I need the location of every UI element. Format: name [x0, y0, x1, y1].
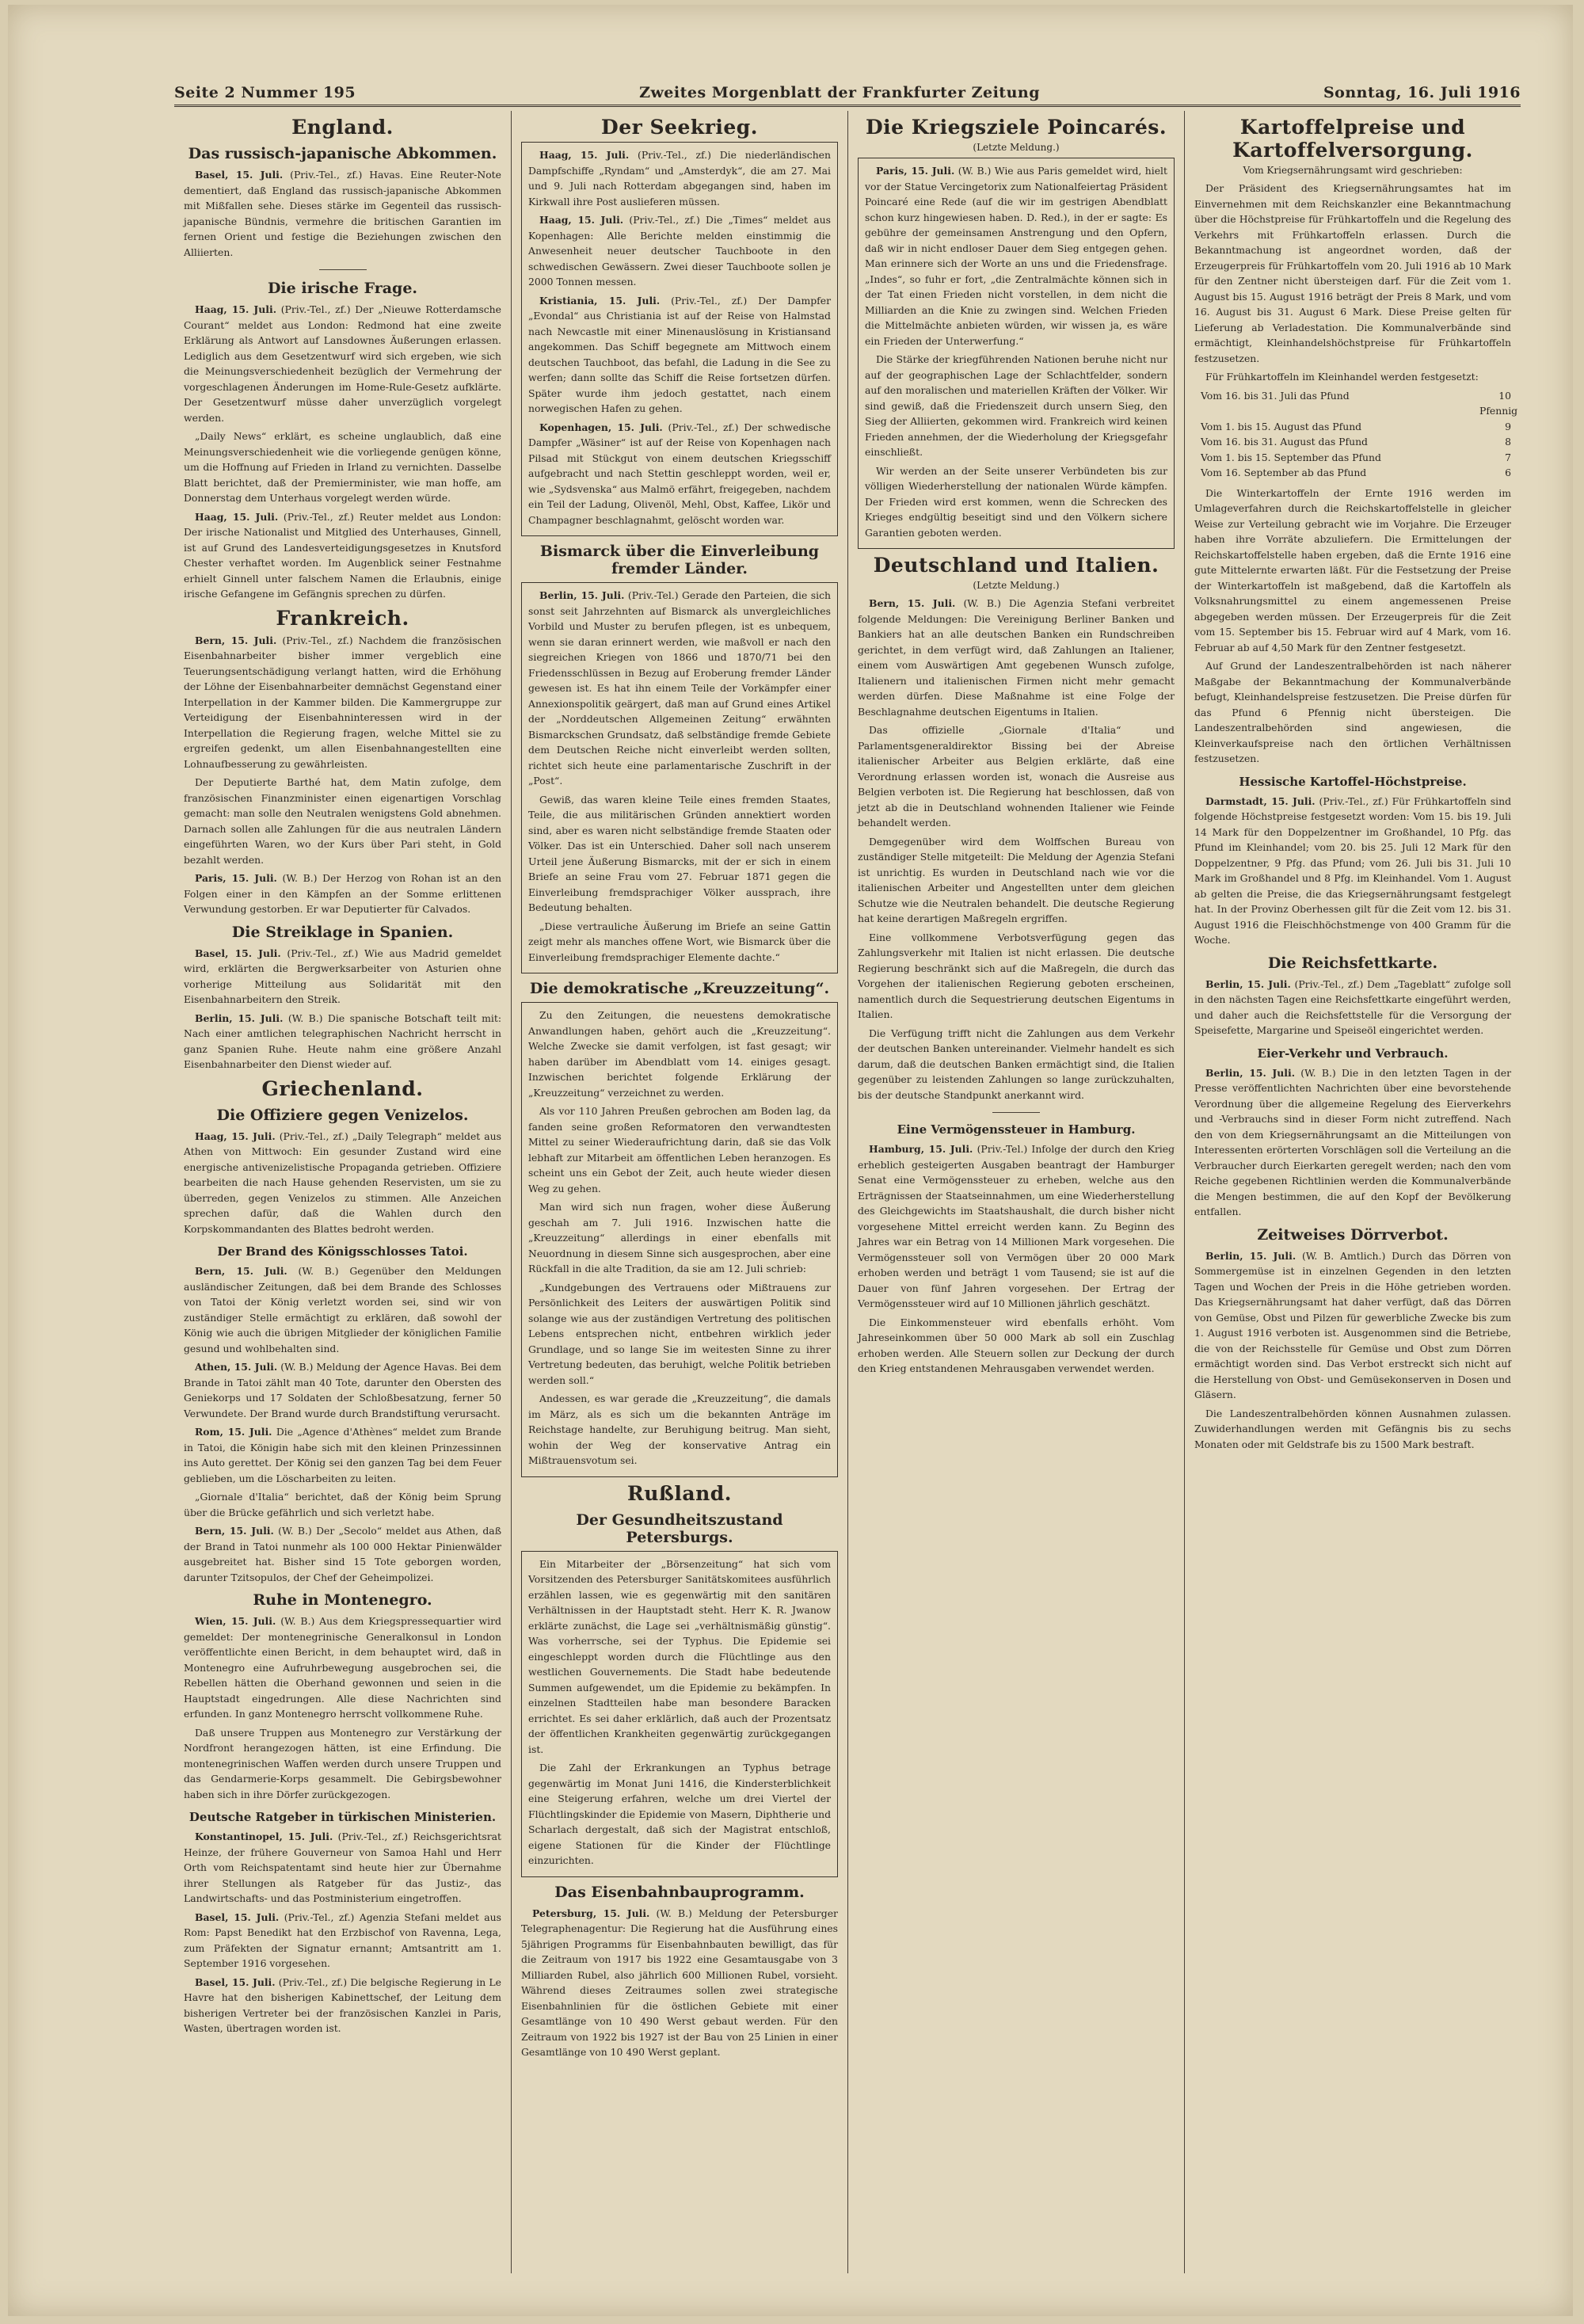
section-title-italien: Deutschland und Italien.	[873, 554, 1159, 577]
poincare-box	[858, 158, 1175, 549]
section-title-kartoffel: Kartoffelpreise und Kartoffelversorgung.	[1232, 116, 1473, 162]
article-paragraph: Basel, 15. Juli. (Priv.-Tel., zf.) Agenzia Stefani meldet aus Rom: Papst Benedikt hat den Erzbischof von Ravenna, Lega, zum Präfekten der Signatur ernannt; Amtsantritt am 1. September 1916 vorgesehen.	[184, 1911, 501, 1969]
bismarck-box	[521, 582, 838, 973]
article-title: Das russisch-japanische Abkommen.	[188, 145, 497, 162]
article-paragraph: Die Zahl der Erkrankungen an Typhus betrage gegenwärtig im Monat Juni 1416, die Kindersterblichkeit eine Steigerung erfahren, welche um drei Viertel der Flüchtlingskinder die Epidemie von Masern, Diphtherie und Scharlach dergestalt, daß sich der Magistrat entschloß, eigene Stationen für die Kinder der Flüchtlinge einzurichten.	[528, 1762, 831, 1866]
section-title-doerrverbot: Zeitweises Dörrverbot.	[1257, 1225, 1449, 1244]
article-paragraph: Bern, 15. Juli. (W. B.) Die Agenzia Stefani verbreitet folgende Meldungen: Die Vereinigung Berliner Banken und Bankiers hat an alle deutschen Banken ein Rundschreiben gerichtet, in dem verfügt wird, daß Zahlungen an Italiener, einem vom Auswärtigen Amt gegebenen Wunsch zufolge, Italienern und italienischen Firmen nicht mehr gemacht werden dürfen. Diese Maßnahme ist eine Folge der Beschlagnahme deutschen Eigentums in Italien.	[858, 597, 1175, 718]
section-title-bismarck: Bismarck über die Einverleibung fremder Länder.	[539, 543, 820, 577]
article-paragraph: Die Einkommensteuer wird ebenfalls erhöht. Vom Jahreseinkommen über 50 000 Mark ab soll ein Zuschlag erhoben werden. Alle Steuern sollen zur Deckung der durch den Krieg entstandenen Mehrausgaben verwendet werden.	[858, 1316, 1175, 1374]
article-paragraph: Ein Mitarbeiter der „Börsenzeitung“ hat sich vom Vorsitzenden des Petersburger Sanitätskomitees ausführlich erzählen lassen, wie es gegenwärtig mit den sanitären Verhältnissen in der Hauptstadt steht. Herr K. R. Jwanow erklärte zunächst, die Lage sei „verhältnismäßig günstig“. Was vorherrsche, sei der Typhus. Die Epidemie sei eingeschleppt worden durch die Flüchtlinge aus den westlichen Gouvernements. Die Stadt habe bedeutende Summen aufgewendet, um die Epidemie zu bekämpfen. In einzelnen Stadtteilen habe man besondere Baracken errichtet. Es sei daher erklärlich, daß auch der Prozentsatz der öffentlichen Krankheiten gegenwärtig zurückgegangen ist.	[528, 1557, 831, 1755]
article-paragraph: Demgegenüber wird dem Wolffschen Bureau von zuständiger Stelle mitgeteilt: Die Meldung der Agenzia Stefani ist unrichtig. Es wurden in Deutschland nach wie vor die italienischen Arbeiter und Angestellten unter dem gleichen Schutze wie die Neutralen behandelt. Die deutsche Regierung hat keine derartigen Maßregeln ergriffen.	[858, 835, 1175, 924]
article-paragraph: Kopenhagen, 15. Juli. (Priv.-Tel., zf.) Der schwedische Dampfer „Wäsiner“ ist auf der Reise von Kopenhagen nach Pilsad mit Stückgut von einem deutschen Kriegsschiff aufgebracht und nach Stettin geschleppt worden, weil er, wie „Sydsvenska“ aus Malmö erfährt, freigegeben, nachdem ein Teil der Ladung, Olivenöl, Mehl, Obst, Kaffee, Likör und Champagner beschlagnahmt, gelöscht worden war.	[528, 421, 831, 526]
article-paragraph: Paris, 15. Juli. (W. B.) Wie aus Paris gemeldet wird, hielt vor der Statue Vercingetorix zum Nationalfeiertag Präsident Poincaré eine Rede (auf die wir im gestrigen Abendblatt schon kurz hingewiesen haben. D. Red.), in der er sagte: Es gebühre der gemeinsamen Anstrengung und den Opfern, daß wir in nicht endloser Dauer dem Sieg entgegen gehen. Man erinnere sich der Worte an uns und die Friedensfrage. „Indes“, so fuhr er fort, „die Zentralmächte können sich in der Tat einen Frieden nicht vorstellen, in dem nicht die Milliarden an die Knie zu zwingen sind. Welchen Frieden die Mittelmächte anbieten würden, wir wissen ja, es wäre ein Frieden der Unterwerfung.“	[865, 165, 1167, 347]
article-paragraph: Haag, 15. Juli. (Priv.-Tel., zf.) Die „Times“ meldet aus Kopenhagen: Alle Berichte melden einstimmig die Anwesenheit neuer deutscher Tauchboote in den schwedischen Gewässern. Zwei dieser Tauchboote sollen je 2000 Tonnen messen.	[528, 214, 832, 288]
article-paragraph: Der Deputierte Barthé hat, dem Matin zufolge, dem französischen Finanzminister einen eigenartigen Vorschlag gemacht: man solle den Neutralen wenigstens Gold abnehmen. Darnach sollen alle Zahlungen für die aus neutralen Ländern eingeführten Waren, wo der Kurs über Pari steht, in Gold bezahlt werden.	[184, 776, 501, 866]
article-paragraph: „Giornale d'Italia“ berichtet, daß der König beim Sprung über die Brücke gefährlich und sich verletzt habe.	[184, 1491, 501, 1518]
article-paragraph: Rom, 15. Juli. Die „Agence d'Athènes“ meldet zum Brande in Tatoi, die Königin habe sich mit den kleinen Prinzessinnen ins Auto gerettet. Der König sei den ganzen Tag bei dem Feuer geblieben, um die Löscharbeiten zu leiten.	[184, 1426, 501, 1484]
article-paragraph: Petersburg, 15. Juli. (W. B.) Meldung der Petersburger Telegraphenagentur: Die Regierung hat die Ausführung eines 5jährigen Programms für Eisenbahnbauten bewilligt, das für die Zeitraum von 1917 bis 1922 eine Gesamtausgabe von 3 Milliarden Rubel, also jährlich 600 Millionen Rubel, vorsieht. Während dieses Zeitraumes sollen zwei strategische Eisenbahnlinien für die östlichen Gebiete mit einer Gesamtlänge von 10 490 Werst gebaut werden. Für den Zeitraum von 1922 bis 1927 ist der Bau von 25 Linien in einer Gesamtlänge von 10 490 Werst geplant.	[521, 1907, 838, 2058]
article-title: Die Offiziere gegen Venizelos.	[216, 1106, 469, 1124]
divider	[992, 1112, 1040, 1113]
section-title-poincare: Die Kriegsziele Poincarés.	[865, 116, 1167, 139]
column-2	[511, 111, 847, 2273]
price-row: Vom 1. bis 15. August das Pfund 9	[1201, 420, 1511, 432]
article-paragraph: Athen, 15. Juli. (W. B.) Meldung der Agence Havas. Bei dem Brande in Tatoi zählt man 40 Tote, darunter den Obersten des Geniekorps und 17 Soldaten der Schloßbesatzung, ferner 50 Verwundete. Der Brand wurde durch Brandstiftung verursacht.	[184, 1361, 501, 1419]
article-paragraph: Haag, 15. Juli. (Priv.-Tel., zf.) „Daily Telegraph“ meldet aus Athen von Mittwoch: Ein gesunder Zustand wird eine energische antivenizelistische Propaganda getrieben. Offiziere bearbeiten die nach Hause gehenden Reservisten, um sie zu überreden, gegen Venizelos zu stimmen. Alle Anzeichen sprechen dafür, daß die Wahlen durch den Korpskommandanten des Blattes bedroht werden.	[184, 1130, 502, 1235]
column-3	[847, 111, 1184, 2273]
russland-box	[521, 1551, 838, 1877]
article-note: Vom Kriegsernährungsamt wird geschrieben:	[1243, 165, 1463, 176]
section-title-griechenland: Griechenland.	[261, 1076, 424, 1100]
section-title-montenegro: Ruhe in Montenegro.	[253, 1591, 432, 1609]
column-4	[1184, 111, 1521, 2273]
article-title: Der Brand des Königsschlosses Tatoi.	[217, 1244, 468, 1259]
article-paragraph: Eine vollkommene Verbotsverfügung gegen das Zahlungsverkehr mit Italien ist nicht erlassen. Die deutsche Regierung beschränkt sich auf die Maßregeln, die durch das Vorgehen der italienischen Regierung geboten erscheinen, namentlich durch die Sequestrierung deutschen Eigentums in Italien.	[858, 931, 1175, 1020]
article-paragraph: Basel, 15. Juli. (Priv.-Tel., zf.) Die belgische Regierung in Le Havre hat den bisherigen Kabinettschef, der Leitung dem bisherigen Vertreter bei der französischen Kanzlei in Paris, Wasten, übertragen worden ist.	[184, 1975, 501, 2034]
article-title: Die irische Frage.	[267, 280, 418, 297]
seekrieg-box	[521, 142, 838, 536]
article-paragraph: Berlin, 15. Juli. (W. B. Amtlich.) Durch das Dörren von Sommergemüse ist in einzelnen Gegenden in den letzten Tagen und Wochen der Preis in die Höhe getrieben worden. Das Kriegsernährungsamt hat daher verfügt, daß das Dörren von Gemüse, Obst und Pilzen für gewerbliche Zwecke bis zum 1. August 1916 verboten ist. Ausgenommen sind die Betriebe, die von der Reichsstelle für Gemüse und Obst zum Dörren ermächtigt worden sind. Das Verbot erstreckt sich nicht auf die Herstellung von Obst- und Gemüsekonserven in Dosen und Gläsern.	[1194, 1249, 1511, 1400]
article-paragraph: Die Winterkartoffeln der Ernte 1916 werden im Umlageverfahren durch die Reichskartoffelstelle in gleicher Weise zur Verteilung gebracht wie im Vorjahre. Die Erzeuger haben ihre Vorräte abzuliefern. Die Ermittelungen der Reichskartoffelstelle haben ergeben, daß die Ernte 1916 eine gute Mittelernte erwarten läßt. Für die Festsetzung der Preise der Winterkartoffeln ist maßgebend, daß die Kartoffeln als Volksnahrungsmittel zu einem angemessenen Preise abgegeben werden müssen. Der Erzeugerpreis für die Zeit vom 15. September bis 15. Februar wird auf 4 Mark, vom 16. Februar ab auf 4,50 Mark für den Zentner festgesetzt.	[1194, 486, 1511, 653]
divider	[319, 269, 367, 270]
header-newspaper-title: Zweites Morgenblatt der Frankfurter Zeitung	[639, 84, 1040, 101]
article-paragraph: Hamburg, 15. Juli. (Priv.-Tel.) Infolge der durch den Krieg erheblich gesteigerten Ausgaben beantragt der Hamburger Senat eine Vermögenssteuer zu erheben, welche aus den Erträgnissen der Staatseinnahmen, um eine Wiederherstellung des Gleichgewichts im Staatshaushalt, die durch bisher nicht vorgesehene Mittel erreicht werden kann. Zu Beginn des Jahres war ein Betrag von 14 Millionen Mark vorgesehen. Die Vermögenssteuer soll von Vermögen über 20 000 Mark erhoben werden und beträgt 1 vom Tausend; sie ist auf die Dauer von fünf Jahren vorgesehen. Der Ertrag der Vermögenssteuer wird auf 10 Millionen jährlich geschätzt.	[858, 1143, 1175, 1309]
section-title-england: England.	[291, 116, 394, 139]
article-paragraph: Berlin, 15. Juli. (W. B.) Die spanische Botschaft teilt mit: Nach einer amtlichen telegraphischen Nachricht herrscht in ganz Spanien Ruhe. Heute nahm eine größere Anzahl Eisenbahnarbeiter den Dienst wieder auf.	[184, 1012, 501, 1070]
article-paragraph: Berlin, 15. Juli. (Priv.-Tel., zf.) Dem „Tageblatt“ zufolge soll in den nächsten Tagen eine Reichsfettkarte eingeführt werden, und daher auch die Reichsfettstelle für die Versorgung der Speisefette, Margarine und Speiseöl eingerichtet werden.	[1194, 977, 1511, 1036]
article-paragraph: Berlin, 15. Juli. (Priv.-Tel.) Gerade den Parteien, die sich sonst seit Jahrzehnten auf Bismarck als unvergleichliches Vorbild und Muster zu berufen pflegen, ist es unbequem, wenn sie daran erinnert werden, wie maßvoll er nach den siegreichen Kriegen von 1866 und 1870/71 bei den Friedensschlüssen in Bezug auf Eroberung fremder Länder gewesen ist. Es hat ihn einem Teile der Vorkämpfer einer Annexionspolitik geärgert, daß man auf Grund eines Artikel der „Norddeutschen Allgemeinen Zeitung“ erwähnten Bismarckschen Grundsatz, daß selbständige fremde Gebiete dem Deutschen Reiche nicht einverleibt werden sollten, richtet sich heute eine parlamentarische Zuschrift in der „Post“.	[528, 589, 831, 787]
article-paragraph: Der Präsident des Kriegsernährungsamtes hat im Einvernehmen mit dem Reichskanzler eine Bekanntmachung über die Höchstpreise für Frühkartoffeln und die Regelung des Verkehrs mit Frühkartoffeln erlassen. Durch die Bekanntmachung ist angeordnet worden, daß der Erzeugerpreis für Frühkartoffeln vom 20. Juli 1916 ab 10 Mark für den Zentner nicht übersteigen darf. Für die Zeit vom 1. August bis 15. August 1916 beträgt der Preis 8 Mark, und vom 16. August bis 31. August 6 Mark. Diese Preise gelten für Lieferung ab Verladestation. Die Kommunalverbände sind ermächtigt, Kleinhandelshöchstpreise für Frühkartoffeln festzusetzen.	[1194, 182, 1511, 364]
article-paragraph: „Daily News“ erklärt, es scheine unglaublich, daß eine Meinungsverschiedenheit wie die vorliegende genügen könne, um die Hoffnung auf Frieden in Irland zu vernichten. Dasselbe Blatt berichtet, daß der Premierminister, wie man hoffe, am Donnerstag dem Unterhaus vorgelegt werden würde.	[184, 430, 501, 504]
article-paragraph: Haag, 15. Juli. (Priv.-Tel., zf.) Der „Nieuwe Rotterdamsche Courant“ meldet aus London: Redmond hat eine zweite Erklärung als Antwort auf Lansdownes Äußerungen erlassen. Lediglich aus dem Gesetzentwurf wird sich ergeben, wie sich die Meinungsverschiedenheit bezüglich der Vermehrung der vorgeschlagenen Änderungen im Home-Rule-Gesetz aufklärte. Der Gesetzentwurf müsse daher unverzüglich vorgelegt werden.	[184, 303, 501, 424]
article-paragraph: Berlin, 15. Juli. (W. B.) Die in den letzten Tagen in der Presse veröffentlichten Nachrichten über eine bevorstehende Verordnung über die allgemeine Regelung des Eierverkehrs und -Verbrauchs sind in dieser Form nicht zutreffend. Nach den von dem Kriegsernährungsamt an die Mitteilungen von Interessenten erörterten Vorschlägen soll die Verteilung an die Verbraucher durch Eierkarten geregelt werden; nach den vom Reiche gegebenen Richtlinien werden die Kommunalverbände die Mengen bestimmen, die auf den Kopf der Bevölkerung entfallen.	[1194, 1066, 1511, 1217]
article-paragraph: Die Stärke der kriegführenden Nationen beruhe nicht nur auf der geographischen Lage der Schlachtfelder, sondern auf den moralischen und materiellen Kräften der Völker. Wir sind gewiß, daß die Friedenszeit durch unsern Sieg, den Sieg der Alliierten, gekommen wird. Frankreich wird keinen Frieden annehmen, der die Wiederholung der Kriegsgefahr einschließt.	[865, 353, 1167, 458]
section-title-hessen: Hessische Kartoffel-Höchstpreise.	[1239, 774, 1467, 789]
article-paragraph: Man wird sich nun fragen, woher diese Äußerung geschah am 7. Juli 1916. Inzwischen hatte die „Kreuzzeitung“ allerdings in einer ebenfalls mit Neuordnung in diesem Sinne sich ausgesprochen, aber eine Rückfall in die alte Tradition, da sie am 12. Juli schrieb:	[528, 1201, 831, 1274]
article-paragraph: Andessen, es war gerade die „Kreuzzeitung“, die damals im März, als es sich um die bekannten Anträge im Reichstage handelte, zur Beruhigung beitrug. Man sieht, wohin der Weg der konservative Antrag ein Mißtrauensvotum sei.	[528, 1392, 831, 1466]
article-paragraph: Zu den Zeitungen, die neuestens demokratische Anwandlungen haben, gehört auch die „Kreuzzeitung“. Welche Zwecke sie damit verfolgen, ist fast gesagt; wir haben darüber im Abendblatt vom 14. einiges gesagt. Inzwischen berichtet folgende Erklärung der „Kreuzzeitung“ verzeichnet zu werden.	[528, 1009, 831, 1099]
article-paragraph: Gewiß, das waren kleine Teile eines fremden Staates, Teile, die aus militärischen Gründen annektiert worden sind, aber es waren nicht selbständige fremde Staaten oder Völker. Das ist ein Unterschied. Daher soll nach unserem Urteil jene Äußerung Bismarcks, mit der er sich in einem Briefe an seine Frau vom 27. Februar 1871 gegen die Einverleibung fremdsprachiger Völker aussprach, ihre Bedeutung behalten.	[528, 793, 831, 913]
section-title-turkei: Deutsche Ratgeber in türkischen Ministerien.	[188, 1810, 497, 1824]
page-header	[174, 74, 1521, 107]
column-1	[174, 111, 511, 2273]
article-paragraph: „Kundgebungen des Vertrauens oder Mißtrauens zur Persönlichkeit des Leiters der auswärtigen Politik sind solange wie aus der zuständigen Vertretung des politischen Lebens entsprechen nicht, entbehren wirklich jeder Grundlage, und so lange Sie im weitesten Sinne zu ihrer Vertretung bedeuten, das beruhigt, welche Politik betrieben werden soll.“	[528, 1281, 831, 1386]
article-paragraph: Basel, 15. Juli. (Priv.-Tel., zf.) Wie aus Madrid gemeldet wird, erklärten die Bergwerksarbeiter von Asturien ohne vorherige Mitteilung aus Solidarität mit den Eisenbahnarbeitern den Streik.	[184, 947, 501, 1005]
article-paragraph: Bern, 15. Juli. (Priv.-Tel., zf.) Nachdem die französischen Eisenbahnarbeiter bisher immer vergeblich eine Teuerungsentschädigung verlangt hatten, wird die Erhöhung der Löhne der Eisenbahnarbeiter demnächst Gegenstand einer Interpellation in der Kammer bilden. Die Kammergruppe zur Verteidigung der Eisenbahninteressen wird in der Interpellation die Regierung fragen, welche Mittel sie zu ergreifen gedenkt, um allen Eisenbahnangestellten eine Lohnaufbesserung zu gewährleisten.	[184, 634, 501, 770]
article-paragraph: Daß unsere Truppen aus Montenegro zur Verstärkung der Nordfront herangezogen hätten, ist eine Erfindung. Die montenegrinischen Waffen werden durch unsere Truppen und das Gendarmerie-Korps gesammelt. Die Gebirgsbewohner haben sich in ihre Dörfer zurückgezogen.	[184, 1726, 501, 1800]
article-paragraph: Wien, 15. Juli. (W. B.) Aus dem Kriegspressequartier wird gemeldet: Der montenegrinische Generalkonsul in London veröffentlichte einen Bericht, in dem behauptet wird, daß in Montenegro eine Aufruhrbewegung ausgebrochen sei, die Rebellen hätten die Oberhand gewonnen und seien in die Hauptstadt eingedrungen. Alle diese Nachrichten sind erfunden. In ganz Montenegro herrscht vollkommene Ruhe.	[184, 1615, 501, 1720]
article-title: Eier-Verkehr und Verbrauch.	[1257, 1046, 1449, 1061]
article-paragraph: Konstantinopel, 15. Juli. (Priv.-Tel., zf.) Reichsgerichtsrat Heinze, der frühere Gouverneur von Samoa Hahl und Herr Orth vom Reichspatentamt sind heute hier zur Übernahme ihrer Stellungen als Ratgeber für das Justiz-, das Landwirtschafts- und das Postministerium eingetroffen.	[184, 1831, 502, 1904]
column-grid	[174, 111, 1521, 2273]
article-paragraph: Haag, 15. Juli. (Priv.-Tel., zf.) Reuter meldet aus London: Der irische Nationalist und Mitglied des Unterhauses, Ginnell, ist auf Grund des Landesverteidigungsgesetzes in Knutsford Chester verhaftet worden. Im Augenblick seiner Festnahme erhielt Ginnell unter falschem Namen die Erlaubnis, einige irische Gefangene im Gefängnis sprechen zu dürfen.	[184, 510, 501, 600]
section-title-seekrieg: Der Seekrieg.	[601, 116, 758, 139]
newspaper-page	[8, 5, 1573, 2316]
article-paragraph: Das offizielle „Giornale d'Italia“ und Parlamentsgeneraldirektor Bissing bei der Abreise italienischer Arbeiter aus Belgien erklärte, daß eine Verordnung erlassen worden ist, wonach die Ausreise aus Belgien verboten ist. Die Regierung hat beschlossen, daß von jetzt ab die in Deutschland wohnenden Italiener wie Feinde behandelt werden.	[858, 724, 1175, 829]
section-title-reichsfettkarte: Die Reichsfettkarte.	[1267, 954, 1438, 972]
price-table	[1201, 388, 1518, 481]
article-paragraph: Die Landeszentralbehörden können Ausnahmen zulassen. Zuwiderhandlungen werden mit Gefängnis bis zu sechs Monaten oder mit Geldstrafe bis zu 1500 Mark bestraft.	[1194, 1407, 1511, 1450]
article-paragraph: Auf Grund der Landeszentralbehörden ist nach näherer Maßgabe der Bekanntmachung der Kommunalverbände befugt, Kleinhandelspreise festzusetzen. Die Preise dürfen für das Pfund 6 Pfennig nicht übersteigen. Die Landeszentralbehörden sind angewiesen, die Kleinverkaufspreise nach den örtlichen Verhältnissen festzusetzen.	[1194, 660, 1511, 764]
section-title-kreuzzeitung: Die demokratische „Kreuzzeitung“.	[529, 980, 830, 997]
article-note: (Letzte Meldung.)	[973, 580, 1060, 591]
section-title-frankreich: Frankreich.	[276, 606, 409, 630]
section-title-russland: Rußland.	[626, 1481, 732, 1505]
article-paragraph: Wir werden an der Seite unserer Verbündeten bis zur völligen Wiederherstellung der nationalen Würde kämpfen. Der Frieden wird erst kommen, wenn die Schrecken des Krieges endgültig beseitigt sind und den Völkern sichere Garantien geboten werden.	[865, 464, 1167, 539]
article-paragraph: Als vor 110 Jahren Preußen gebrochen am Boden lag, da fanden seine großen Reformatoren den verwandtesten Mittel zu seiner Wiederaufrichtung darin, daß sie das Volk lebhaft zur Mitarbeit am öffentlichen Leben heranzogen. Es scheint uns ein Gebot der Zeit, auch heute wieder diesen Weg zu gehen.	[528, 1105, 831, 1194]
section-title-spanien: Die Streiklage in Spanien.	[231, 923, 454, 941]
header-page-number: Seite 2 Nummer 195	[174, 84, 356, 101]
article-paragraph: Haag, 15. Juli. (Priv.-Tel., zf.) Die niederländischen Dampfschiffe „Ryndam“ und „Amsterdyk“, die am 27. Mai und 9. Juli nach Rotterdam abgegangen sind, haben im Kirkwall ihre Post auslieferen müssen.	[528, 149, 831, 208]
price-row: Vom 16. bis 31. August das Pfund 8	[1201, 436, 1511, 448]
article-paragraph: Die Verfügung trifft nicht die Zahlungen aus dem Verkehr der deutschen Banken untereinander. Vielmehr handelt es sich darum, daß die deutschen Banken ermächtigt sind, die Italien gegenüber zu leistenden Zahlungen so lange zurückzuhalten, bis der deutsche Standpunkt anerkannt wird.	[858, 1027, 1175, 1101]
article-paragraph: Bern, 15. Juli. (W. B.) Gegenüber den Meldungen ausländischer Zeitungen, daß bei dem Brande des Schlosses von Tatoi der König verletzt worden sei, sind wir von zuständiger Stelle ermächtigt zu erklären, daß sowohl der König wie auch die übrigen Mitglieder der königlichen Familie gesund und wohlbehalten sind.	[184, 1265, 501, 1354]
article-paragraph: Darmstadt, 15. Juli. (Priv.-Tel., zf.) Für Frühkartoffeln sind folgende Höchstpreise festgesetzt worden: Vom 15. bis 19. Juli 14 Mark für den Doppelzentner im Großhandel, 10 Pfg. das Pfund im Kleinhandel; vom 20. bis 25. Juli 12 Mark für den Doppelzentner, 9 Pfg. das Pfund; vom 26. Juli bis 31. Juli 10 Mark im Großhandel und 8 Pfg. im Kleinhandel. Vom 1. August ab gelten die Preise, die das Kriegsernährungsamt festgelegt hat. In der Provinz Oberhessen gilt für die Zeit vom 12. bis 31. August 1916 die Fleischhöchstmenge von 400 Gramm für die Woche.	[1194, 794, 1511, 946]
section-title-hamburg: Eine Vermögenssteuer in Hamburg.	[897, 1122, 1136, 1137]
price-row: Vom 16. bis 31. Juli das Pfund 10 Pfennig	[1201, 389, 1518, 417]
article-paragraph: Bern, 15. Juli. (W. B.) Der „Secolo“ meldet aus Athen, daß der Brand in Tatoi nunmehr als 100 000 Hektar Pinienwälder ausgebreitet hat. Bisher sind 15 Tote geborgen worden, darunter Tzitsopulos, der Chef der Geheimpolizei.	[184, 1525, 501, 1583]
kreuzzeitung-box	[521, 1002, 838, 1477]
section-title-eisenbahn: Das Eisenbahnbauprogramm.	[554, 1883, 805, 1901]
price-row: Vom 16. September ab das Pfund 6	[1201, 467, 1511, 478]
prices-intro: Für Frühkartoffeln im Kleinhandel werden festgesetzt:	[1205, 371, 1479, 383]
article-title: Der Gesundheitszustand Petersburgs.	[576, 1511, 783, 1546]
article-paragraph: Paris, 15. Juli. (W. B.) Der Herzog von Rohan ist an den Folgen einer in den Kämpfen an der Somme erlittenen Verwundung gestorben. Er war Deputierter für Calvados.	[184, 872, 501, 915]
price-row: Vom 1. bis 15. September das Pfund 7	[1201, 451, 1511, 463]
header-date: Sonntag, 16. Juli 1916	[1323, 84, 1521, 101]
article-note: (Letzte Meldung.)	[973, 142, 1060, 153]
article-paragraph: „Diese vertrauliche Äußerung im Briefe an seine Gattin zeigt mehr als manches offene Wort, wie Bismarck über die Einverleibung fremdsprachiger Elemente dachte.“	[528, 920, 831, 963]
article-paragraph: Kristiania, 15. Juli. (Priv.-Tel., zf.) Der Dampfer „Evondal“ aus Christiania ist auf der Reise von Halmstad nach Newcastle mit einer Minenauslösung in Kristiansand angekommen. Das Schiff begegnete am Mittwoch einem deutschen Tauchboot, das befahl, die Ladung in die See zu werfen; dann sollte das Schiff die Reise fortsetzen dürfen. Später wurde ihm jedoch gestattet, nach einem norwegischen Hafen zu gehen.	[528, 294, 831, 414]
article-paragraph: Basel, 15. Juli. (Priv.-Tel., zf.) Havas. Eine Reuter-Note dementiert, daß England das russisch-japanische Abkommen mit Mißfallen sehe. Dieses stärke im Gegenteil das russisch-japanische Bündnis, vermehre die britischen Garantien im fernen Orient und festige die Beziehungen zwischen den Alliierten.	[184, 169, 501, 258]
